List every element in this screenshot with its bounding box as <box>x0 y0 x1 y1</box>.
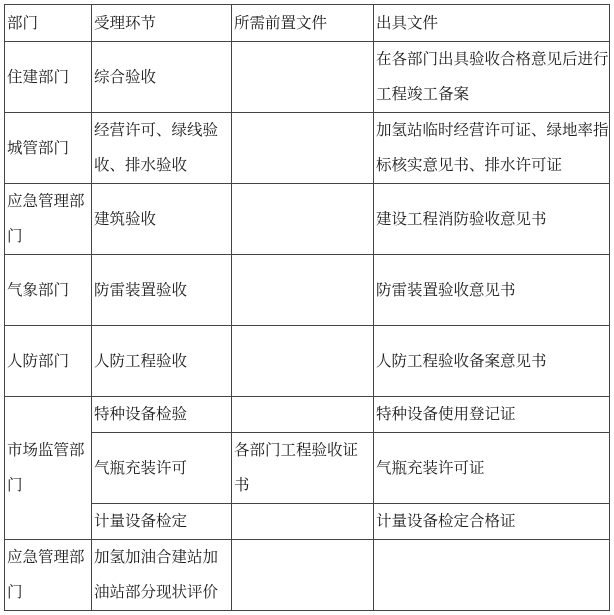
prereq-cell <box>232 540 374 611</box>
output-cell: 在各部门出具验收合格意见后进行工程竣工备案 <box>374 42 610 113</box>
output-cell: 特种设备使用登记证 <box>374 397 610 433</box>
output-cell: 计量设备检定合格证 <box>374 504 610 540</box>
dept-cell: 城管部门 <box>5 113 92 184</box>
prereq-cell <box>232 397 374 433</box>
output-cell: 加氢站临时经营许可证、绿地率指标核实意见书、排水许可证 <box>374 113 610 184</box>
table-row <box>5 397 610 433</box>
table-row <box>5 326 610 397</box>
step-cell: 人防工程验收 <box>92 326 232 397</box>
dept-cell: 市场监管部门 <box>5 397 92 540</box>
dept-cell: 人防部门 <box>5 326 92 397</box>
step-cell: 计量设备检定 <box>92 504 232 540</box>
dept-cell: 气象部门 <box>5 255 92 326</box>
header-step: 受理环节 <box>92 5 232 42</box>
table-row <box>5 433 610 504</box>
table-row <box>5 184 610 255</box>
dept-cell: 住建部门 <box>5 42 92 113</box>
step-cell: 气瓶充装许可 <box>92 433 232 504</box>
prereq-cell <box>232 504 374 540</box>
step-cell: 特种设备检验 <box>92 397 232 433</box>
prereq-cell <box>232 113 374 184</box>
approval-table <box>4 4 610 611</box>
prereq-cell <box>232 326 374 397</box>
dept-cell: 应急管理部门 <box>5 184 92 255</box>
table-row <box>5 42 610 113</box>
step-cell: 加氢加油合建站加油站部分现状评价 <box>92 540 232 611</box>
step-cell: 防雷装置验收 <box>92 255 232 326</box>
output-cell: 防雷装置验收意见书 <box>374 255 610 326</box>
output-cell: 建设工程消防验收意见书 <box>374 184 610 255</box>
dept-cell: 应急管理部门 <box>5 540 92 611</box>
prereq-cell <box>232 184 374 255</box>
output-cell: 人防工程验收备案意见书 <box>374 326 610 397</box>
table-row <box>5 113 610 184</box>
prereq-cell: 各部门工程验收证书 <box>232 433 374 504</box>
table-row <box>5 255 610 326</box>
table-row <box>5 540 610 611</box>
step-cell: 综合验收 <box>92 42 232 113</box>
header-output: 出具文件 <box>374 5 610 42</box>
output-cell: 气瓶充装许可证 <box>374 433 610 504</box>
step-cell: 经营许可、绿线验收、排水验收 <box>92 113 232 184</box>
table-header-row <box>5 5 610 42</box>
output-cell <box>374 540 610 611</box>
header-prereq: 所需前置文件 <box>232 5 374 42</box>
prereq-cell <box>232 42 374 113</box>
table-row <box>5 504 610 540</box>
header-dept: 部门 <box>5 5 92 42</box>
prereq-cell <box>232 255 374 326</box>
step-cell: 建筑验收 <box>92 184 232 255</box>
